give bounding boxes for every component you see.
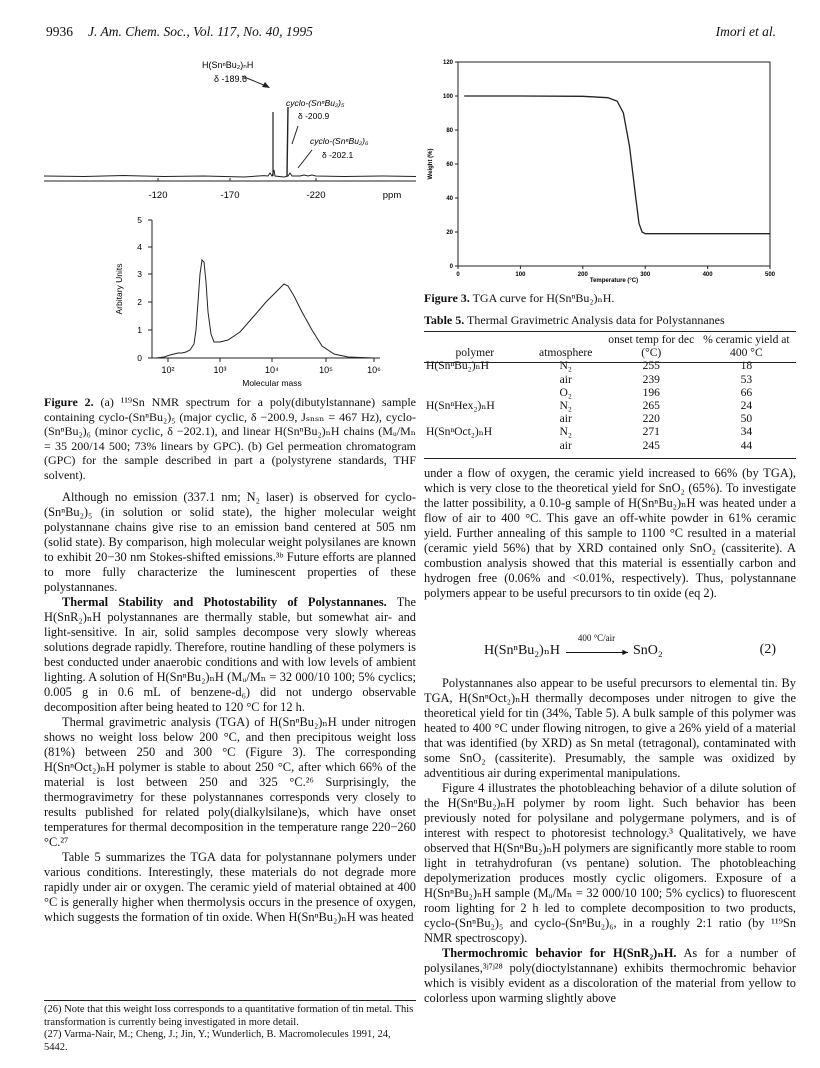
table-cell: 245 [642,438,660,452]
gpc-y-ticks [148,220,152,358]
gpc-x-ticks [168,358,374,362]
table-cell: H(SnⁿBu₂)ₙH [426,359,489,373]
paragraph-text: The H(SnR₂)ₙH polystannanes are thermally stable, but somewhat air- and light-sensitive. In air, solid samples decompose very slowly whereas solutions degrade rapidly. Therefore, routine handling of these polymers is best conducted under anaerobic conditions and with low levels of ambient lighting. A solution of H(SnⁿBu₂)ₙH (Mᵤ/Mₙ = 32 000/10 100; 5% cyclics; 0.005 g in 0.6 mL of benzene-d₆) did not undergo observable decomposition after being heated to 120 °C for 12 h. [44,595,416,714]
tga-y-axis-label: Weight (%) [428,148,434,180]
table-cell: 255 [642,359,660,373]
equation-number: (2) [759,642,776,657]
table-header-cell: polymer [455,346,495,360]
table-cell: N₂ [559,359,572,373]
table-5-title-text: Thermal Gravimetric Analysis data for Polystannanes [467,313,725,327]
table-row [424,425,796,438]
table-cell: 66 [740,385,753,399]
nmr-tick-label: -170 [220,190,240,201]
table-cell: 24 [740,399,753,413]
figure-2-label: Figure 2. [44,395,94,409]
table-header-cell: atmosphere [538,346,593,360]
figure-3-label: Figure 3. [424,291,470,305]
gpc-y-tick-label: 4 [137,242,142,252]
table-cell: H(SnⁿHex₂)ₙH [426,399,495,413]
left-column-body [44,490,416,925]
gpc-y-tick-label: 1 [137,325,142,335]
table-cell: 34 [740,425,753,439]
table-cell: 265 [642,399,660,413]
arrow-head-icon: ► [620,646,630,657]
tga-y-tick-label: 80 [446,128,453,134]
equation-reactant: H(SnⁿBu₂)ₙH [484,643,561,658]
tga-x-tick-label: 0 [456,272,460,278]
paragraph: Thermal gravimetric analysis (TGA) of H(SnⁿBu₂)ₙH under nitrogen shows no weight loss below 200 °C, and then precipitous weight loss (81%) between 250 and 300 °C (Figure 3). The corresponding H(SnⁿOct₂)ₙH polymer is stable to about 250 °C, after which 66% of the material is lost between 250 and 325 °C.²⁶ Surprisingly, the thermogravimetry for these polystannanes corresponds very closely to results published for related poly(dialkylsilane)s, which have onset temperatures for thermal decomposition in the temperature range 220−260 °C.²⁷ [44,715,416,849]
page-number: 9936 [46,24,73,39]
figure-3-caption-text: TGA curve for H(SnⁿBu₂)ₙH. [472,291,615,305]
figure-2a-nmr-spectrum [44,52,416,222]
table-row [424,439,796,452]
tga-y-ticks [443,60,458,270]
gpc-trace [156,260,374,358]
tga-y-tick-label: 20 [446,230,453,236]
table-5 [424,333,796,452]
nmr-peak3-arrow [298,150,312,168]
tga-plot-frame [458,62,770,266]
nmr-unit-label: ppm [382,190,402,201]
running-authors: Imori et al. [715,24,776,39]
right-column-body-1 [424,466,796,601]
equation-product: SnO₂ [633,643,663,658]
tga-x-tick-label: 100 [515,272,526,278]
figure-3-tga-chart [424,54,784,286]
tga-y-tick-label: 60 [446,162,453,168]
nmr-tick-label: -220 [306,190,326,201]
tga-y-tick-label: 40 [446,196,453,202]
tga-x-tick-label: 400 [702,272,713,278]
footnote-rule [44,1000,416,1001]
reaction-condition: 400 °C/air [577,632,616,643]
gpc-y-tick-label: 5 [137,215,142,225]
table-header-rule [424,362,796,363]
nmr-peak2-shift: δ -200.9 [298,111,330,121]
paragraph: Table 5 summarizes the TGA data for polystannane polymers under various conditions. Interestingly, these materials do not degrade more rapidly under air or oxygen. The ceramic yield of material obtained at 400 °C is generally higher when thermolysis occurs in the presence of oxygen, which suggests the formation of tin oxide. When H(SnⁿBu₂)ₙH was heated [44,850,416,924]
nmr-peak2-label: cyclo-(SnⁿBu₂)₅ [286,98,345,108]
nmr-peak-2 [287,107,288,176]
table-cell: N₂ [559,425,572,439]
paragraph: Figure 4 illustrates the photobleaching behavior of a dilute solution of the H(SnⁿBu₂)ₙH polymer by room light. Such behavior has been previously noted for polysilane and polygermane polymers, and is of interest with respect to photoresist technology.³ Qualitatively, we have observed that H(SnⁿBu₂)ₙH polymers are significantly more stable to room light in tetrahydrofuran (vs pentane) solution. The photobleaching depolymerization produces mostly cyclic oligomers. Exposure of a H(SnⁿBu₂)ₙH sample (Mᵤ/Mₙ = 32 000/10 100; 5% cyclics) to fluorescent room lighting for 2 h led to complete decomposition to two products, cyclo-(SnⁿBu₂)₅ and cyclo-(SnⁿBu₂)₆, in a roughly 2:1 ratio (by ¹¹⁹Sn NMR spectroscopy). [424,781,796,945]
journal-citation: J. Am. Chem. Soc., Vol. 117, No. 40, 1995 [88,24,313,39]
paragraph [424,946,796,1006]
table-cell: 44 [740,438,753,452]
table-cell: 50 [740,412,753,426]
tga-x-tick-label: 500 [764,272,776,278]
arrow-head-icon [262,82,270,88]
tga-x-axis-label: Temperature (°C) [589,278,639,284]
nmr-peak3-shift: δ -202.1 [322,150,354,160]
gpc-x-tick-label: 10³ [213,365,227,375]
tga-x-tick-label: 300 [640,272,651,278]
nmr-peak3-label: cyclo-(SnⁿBu₂)₆ [310,136,369,146]
footnote-27: (27) Varma-Nair, M.; Cheng, J.; Jin, Y.; Wunderlich, B. Macromolecules 1991, 24, 5442. [44,1029,391,1053]
table-row [424,373,796,386]
table-cell [424,412,526,425]
gpc-y-tick-label: 0 [137,353,142,363]
table-cell: 271 [642,425,660,439]
section-heading: Thermal Stability and Photostability of Polystannanes. [62,595,387,609]
tga-x-tick-label: 200 [577,272,588,278]
footnote-26: (26) Note that this weight loss corresponds to a quantitative formation of tin metal. This transformation is currently being investigated in more detail. [44,1004,414,1028]
table-header-row [424,333,796,359]
table-cell: N₂ [559,399,572,413]
table-top-rule [424,331,796,332]
gpc-y-tick-label: 2 [137,297,142,307]
gpc-x-tick-label: 10⁶ [367,365,381,375]
gpc-x-tick-label: 10² [161,365,175,375]
nmr-baseline [44,170,416,177]
table-cell: 220 [642,412,660,426]
nmr-peak2-arrow [292,126,298,144]
gpc-x-axis-label: Molecular mass [242,378,302,388]
paragraph: Although no emission (337.1 nm; N₂ laser) is observed for cyclo-(SnⁿBu₂)₅ (in solution or solid state), the higher molecular weight polystannane chains give rise to an emission band centered at 505 nm (solid state). By comparison, high molecular weight polysilanes are known to exhibit 20−30 nm Stokes-shifted emissions.³ᵇ Future efforts are planned to more fully characterize the luminescent properties of these polystannanes. [44,490,416,594]
tga-y-tick-label: 100 [442,94,453,100]
table-row [424,412,796,425]
table-cell: H(SnⁿOct₂)ₙH [426,425,493,439]
table-row [424,399,796,412]
table-bottom-rule [424,458,796,459]
paragraph [44,595,416,715]
gpc-y-tick-label: 3 [137,269,142,279]
table-cell: 239 [642,372,660,386]
paragraph: Polystannanes also appear to be useful precursors to elemental tin. By TGA, H(SnⁿOct₂)ₙH thermally decomposes under nitrogen to give the theoretical yield for tin (34%, Table 5). A bulk sample of this polymer was heated to 400 °C under flowing nitrogen, to give a 26% yield of a material that was identified (by XRD) as Sn metal (tetragonal), contaminated with some SnO₂ (cassiterite). Presumably, the sample was oxidized by adventitious air during experimental manipulations. [424,676,796,780]
table-5-title [424,313,796,328]
table-cell [424,386,526,399]
table-cell [424,439,526,452]
table-cell: O₂ [559,385,572,399]
table-cell: 53 [740,372,753,386]
table-5-label: Table 5. [424,313,465,327]
table-cell [424,373,526,386]
equation-2 [484,632,663,659]
table-row [424,386,796,399]
tga-y-tick-label: 0 [449,264,453,270]
figure-2-caption-text: (a) ¹¹⁹Sn NMR spectrum for a poly(dibutylstannane) sample containing cyclo-(SnⁿBu₂)₅ (major cyclic, δ −200.9, Jₛₙₛₙ = 467 Hz), cyclo-(SnⁿBu₂)₆ (minor cyclic, δ −202.1), and linear H(SnⁿBu₂)ₙH chains (Mᵤ/Mₙ = 35 200/14 500; 73% linears by GPC). (b) Gel permeation chromatogram (GPC) for the sample described in part a (polystyrene standards, THF solvent). [44,395,417,482]
gpc-x-tick-label: 10⁵ [319,365,333,375]
gpc-x-tick-label: 10⁴ [265,365,279,375]
table-cell: air [559,412,572,426]
tga-y-tick-label: 120 [442,60,453,66]
table-header-cell: % ceramic yield at 400 °C [703,333,790,360]
figure-3-caption [424,291,796,306]
right-column-body-2 [424,676,796,1006]
figure-2b-gpc-chromatogram [108,212,388,392]
section-heading: Thermochromic behavior for H(SnR₂)ₙH. [442,946,677,960]
table-header-cell: onset temp for dec (°C) [608,333,695,360]
paragraph: under a flow of oxygen, the ceramic yield increased to 66% (by TGA), which is very close to the theoretical yield for SnO₂ (65%). To investigate the latter possibility, a 0.10-g sample of H(SnⁿBu₂)ₙH was heated under a flow of air to 400 °C. This gave an off-white powder in 61% ceramic yield. Further annealing of this sample to 1100 °C resulted in a material (ceramic yield 56%) that by XRD contained only SnO₂ (cassiterite). A combustion analysis showed that this material is essentially carbon and hydrogen free (0.06% and <0.01%, respectively). Thus, polystannane polymers appear to be useful precursors to tin oxide (eq 2). [424,466,796,600]
table-cell: 18 [740,359,753,373]
table-cell: 196 [642,385,660,399]
paragraph-text: As for a number of polysilanes,³ʲ⁷ʲ²⁸ poly(dioctylstannane) exhibits thermochromic behavior which is visibly evident as a discoloration of the material from yellow to colorless upon warming slightly above [424,946,796,1005]
nmr-peak1-shift: δ -189.6 [214,74,248,84]
nmr-tick-label: -120 [148,190,168,201]
tga-curve [464,96,770,234]
footnotes [44,1004,416,1054]
table-cell: air [559,438,572,452]
nmr-peak1-label: H(SnⁿBu₂)ₙH [202,60,254,70]
reaction-arrow [566,632,630,657]
figure-2-caption [44,395,416,482]
table-cell: air [559,372,572,386]
gpc-y-axis-label: Arbitary Units [114,263,124,315]
tga-x-ticks [456,266,775,278]
